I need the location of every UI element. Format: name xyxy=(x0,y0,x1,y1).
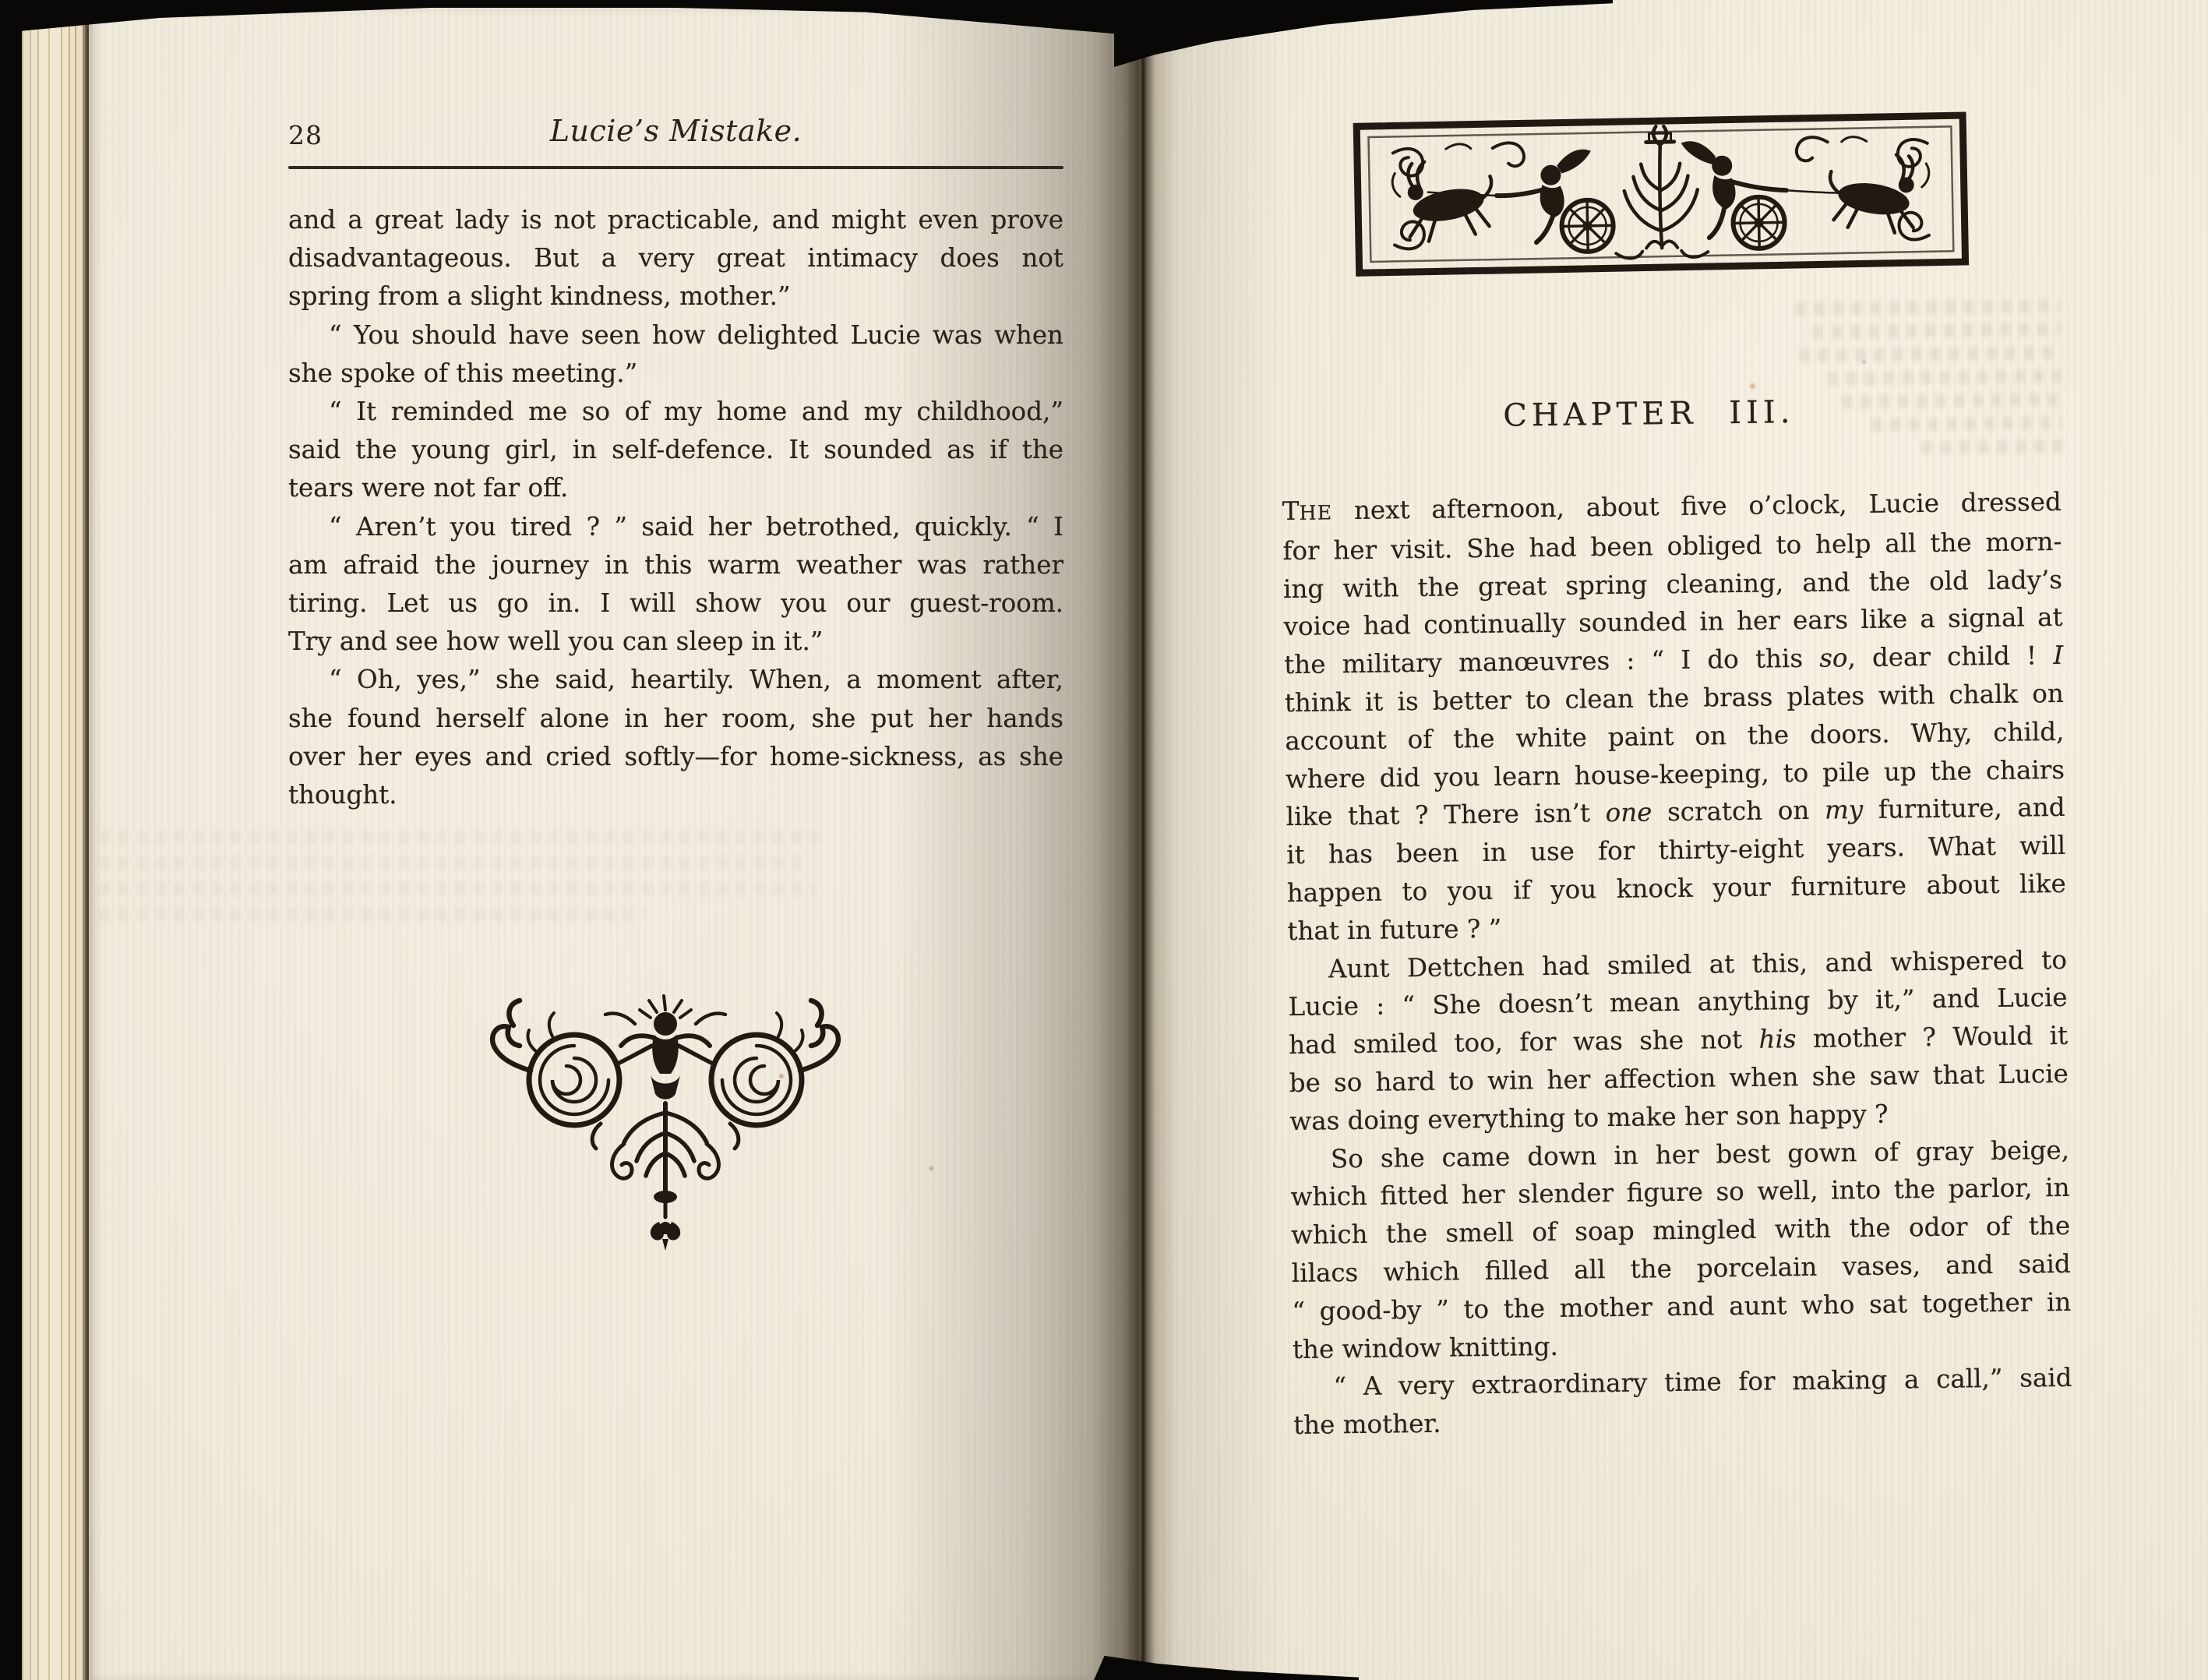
text-line: THE next afternoon, about five o’clock, Lucie dressed xyxy=(1282,486,2062,527)
text-line: “ good-by ” to the mother and aunt who sat together in xyxy=(1292,1286,2072,1326)
text-line: “ A very extraordinary time for making a call,” said xyxy=(1333,1363,2072,1402)
paragraph xyxy=(1282,483,2067,951)
text-line: “ Aren’t you tired ? ” said her betrothed, quickly. “ I xyxy=(329,511,1063,542)
text-line: she found herself alone in her room, she put her hands xyxy=(288,703,1063,733)
paragraph xyxy=(288,508,1063,662)
text-line: she spoke of this meeting.” xyxy=(288,358,638,388)
text-line: had smiled too, for was she not his mother ? Would it xyxy=(1288,1021,2069,1061)
text-line: “ It reminded me so of my home and my childhood,” xyxy=(329,397,1063,427)
text-line: think it is better to clean the brass plates with chalk on xyxy=(1284,678,2064,718)
text-line: like that ? There isn’t one scratch on my furniture, and xyxy=(1286,792,2065,832)
page-number: 28 xyxy=(288,120,323,150)
text-line: be so hard to win her affection when she saw that Lucie xyxy=(1289,1058,2069,1099)
running-title: Lucie’s Mistake. xyxy=(549,114,802,148)
foxing-speck xyxy=(929,1166,933,1170)
paragraph xyxy=(288,661,1063,814)
paragraph xyxy=(288,201,1063,316)
text-line: tears were not far off. xyxy=(288,473,569,503)
text-line: disadvantageous. But a very great intimacy does not xyxy=(288,243,1063,274)
body-text xyxy=(288,201,1063,814)
paragraph xyxy=(288,316,1063,393)
text-line: Lucie : “ She doesn’t mean anything by it,” and Lucie xyxy=(1288,983,2068,1022)
fore-edge-page-stack xyxy=(20,20,89,1680)
text-line: that in future ? ” xyxy=(1287,913,1502,946)
text-line: thought. xyxy=(288,780,397,810)
left-page-content xyxy=(288,114,1063,814)
chapter-heading: CHAPTER III. xyxy=(1503,394,1795,434)
body-text xyxy=(1282,483,2073,1445)
text-line: am afraid the journey in this warm weather was rather xyxy=(288,549,1063,580)
headpiece-woodcut xyxy=(1352,108,1970,280)
show-through-ghosting xyxy=(1771,299,2063,467)
text-line: happen to you if you knock your furniture about like xyxy=(1286,868,2066,909)
right-page-content xyxy=(1276,0,2073,1445)
right-page xyxy=(1139,0,2208,1680)
paragraph xyxy=(288,393,1063,508)
text-line: tiring. Let us go in. I will show you our guest-room. xyxy=(288,588,1063,619)
text-line: account of the white paint on the doors. Why, child, xyxy=(1285,716,2065,756)
text-line: where did you learn house-keeping, to pile up the chairs xyxy=(1285,754,2065,794)
show-through-ghosting xyxy=(100,831,852,934)
text-line: “ You should have seen how delighted Lucie was when xyxy=(329,319,1063,350)
text-line: which fitted her slender figure so well, into the parlor, in xyxy=(1290,1173,2070,1212)
text-line: So she came down in her best gown of gray beige, xyxy=(1330,1135,2070,1174)
text-line: it has been in use for thirty-eight years. What will xyxy=(1286,831,2066,870)
text-line: the military manœuvres : “ I do this so, dear child ! I xyxy=(1283,641,2064,680)
text-line: ing with the great spring cleaning, and the old lady’s xyxy=(1282,564,2063,604)
text-line: “ Oh, yes,” she said, heartily. When, a moment after, xyxy=(329,665,1063,695)
text-line: was doing everything to make her son happy ? xyxy=(1289,1099,1889,1136)
text-line: the window knitting. xyxy=(1292,1331,1558,1364)
tailpiece-ornament xyxy=(482,971,848,1259)
text-line: the mother. xyxy=(1293,1408,1441,1441)
paragraph xyxy=(1290,1131,2072,1368)
foxing-speck xyxy=(1750,383,1755,389)
text-line: over her eyes and cried softly—for home-sickness, as she xyxy=(288,741,1063,771)
header-rule xyxy=(288,166,1063,169)
text-line: for her visit. She had been obliged to help all the morn- xyxy=(1282,526,2062,566)
text-line: voice had continually sounded in her ears like a signal at xyxy=(1283,602,2063,642)
paragraph xyxy=(1293,1359,2072,1445)
foxing-speck xyxy=(779,1074,784,1078)
left-edge-background xyxy=(0,0,22,1680)
text-line: said the young girl, in self-defence. It sounded as if the xyxy=(288,435,1063,465)
running-head xyxy=(288,114,1063,153)
text-line: lilacs which filled all the porcelain vases, and said xyxy=(1291,1248,2071,1288)
paragraph xyxy=(1288,941,2069,1140)
text-line: which the smell of soap mingled with the odor of the xyxy=(1290,1210,2071,1251)
foxing-speck xyxy=(1862,360,1866,364)
text-line: spring from a slight kindness, mother.” xyxy=(288,281,791,312)
text-line: and a great lady is not practicable, and might even prove xyxy=(288,205,1063,235)
left-page xyxy=(89,8,1139,1680)
text-line: Aunt Dettchen had smiled at this, and whispered to xyxy=(1328,944,2068,984)
text-line: Try and see how well you can sleep in it.” xyxy=(288,626,824,657)
